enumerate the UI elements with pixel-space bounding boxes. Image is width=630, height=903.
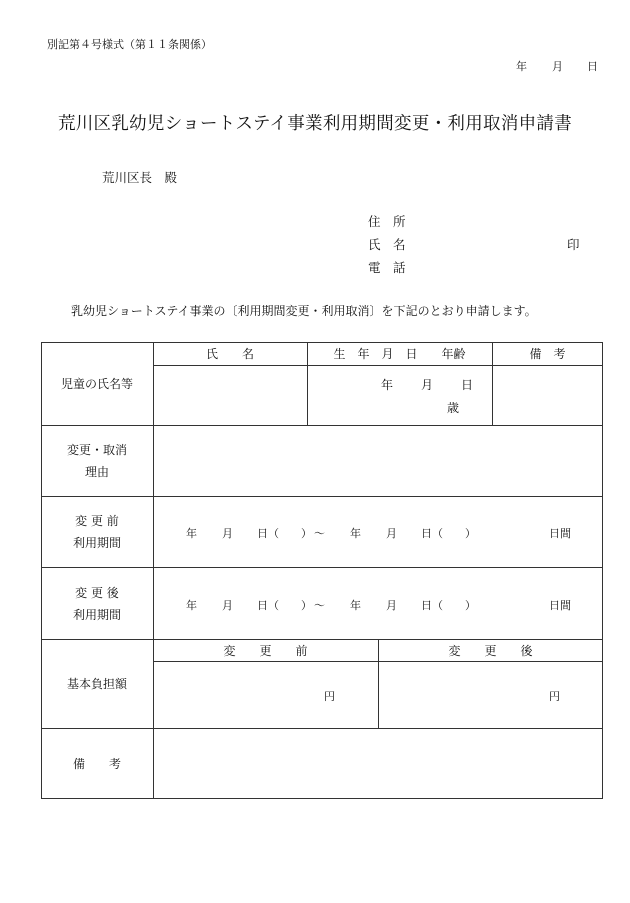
fee-col-before: 変 更 前 — [223, 643, 308, 658]
name-label: 氏 名 — [368, 237, 406, 252]
col-header-remarks: 備 考 — [529, 346, 566, 361]
before-start-day: 日（ ） — [257, 527, 312, 540]
child-birth-age-field[interactable] — [308, 366, 492, 425]
before-period-label — [41, 497, 153, 567]
reason-label — [41, 426, 153, 496]
after-period-label — [41, 568, 153, 639]
addressee: 荒川区長 殿 — [102, 170, 178, 185]
after-end-month: 月 — [386, 599, 397, 612]
birth-day-label: 日 — [461, 378, 474, 392]
date-year-label: 年 — [516, 60, 527, 73]
reason-label-line2: 理由 — [84, 465, 109, 479]
before-start-month: 月 — [222, 527, 233, 540]
after-range-tilde: 〜 — [314, 599, 325, 612]
before-end-day: 日（ ） — [421, 527, 476, 540]
after-period-label-line1: 変 更 後 — [75, 585, 119, 600]
reason-field[interactable] — [154, 426, 603, 496]
before-period-label-line2: 利用期間 — [72, 536, 121, 550]
reason-label-line1: 変更・取消 — [66, 443, 127, 457]
col-header-name: 氏 名 — [205, 346, 254, 361]
before-end-month: 月 — [386, 527, 397, 540]
fee-before-field[interactable] — [154, 662, 378, 728]
fee-label: 基本負担額 — [66, 677, 127, 691]
after-start-year: 年 — [186, 599, 197, 612]
address-label: 住 所 — [368, 214, 406, 229]
child-name-field[interactable] — [153, 366, 307, 425]
after-end-day: 日（ ） — [421, 599, 476, 612]
phone-label: 電 話 — [368, 260, 406, 275]
statement: 乳幼児ショートステイ事業の〔利用期間変更・利用取消〕を下記のとおり申請します。 — [71, 304, 537, 318]
before-end-year: 年 — [350, 527, 361, 540]
after-period-label-line2: 利用期間 — [72, 607, 121, 622]
fee-before-unit: 円 — [324, 690, 335, 703]
document-title: 荒川区乳幼児ショートステイ事業利用期間変更・利用取消申請書 — [57, 114, 573, 134]
age-unit-label: 歳 — [447, 401, 460, 415]
child-info-label: 児童の氏名等 — [60, 376, 133, 391]
before-start-year: 年 — [186, 527, 197, 540]
form-number: 別記第４号様式（第１１条関係） — [47, 38, 212, 51]
after-start-day: 日（ ） — [257, 599, 312, 612]
birth-month-label: 月 — [421, 378, 434, 392]
after-days-unit: 日間 — [549, 599, 571, 612]
fee-after-field[interactable] — [379, 662, 603, 728]
date-day-label: 日 — [587, 60, 598, 73]
date-month-label: 月 — [552, 60, 563, 73]
fee-after-unit: 円 — [549, 690, 560, 703]
seal-mark: 印 — [567, 237, 580, 252]
after-start-month: 月 — [222, 599, 233, 612]
after-end-year: 年 — [350, 599, 361, 612]
before-days-unit: 日間 — [549, 527, 571, 540]
remarks-field[interactable] — [154, 729, 603, 799]
before-period-label-line1: 変 更 前 — [75, 514, 119, 528]
fee-col-after: 変 更 後 — [448, 643, 533, 658]
before-range-tilde: 〜 — [314, 527, 325, 540]
remarks-label: 備 考 — [72, 757, 121, 771]
col-header-birth-age: 生 年 月 日 年齢 — [333, 346, 466, 361]
child-remarks-field[interactable] — [493, 366, 603, 425]
birth-year-label: 年 — [381, 378, 394, 392]
